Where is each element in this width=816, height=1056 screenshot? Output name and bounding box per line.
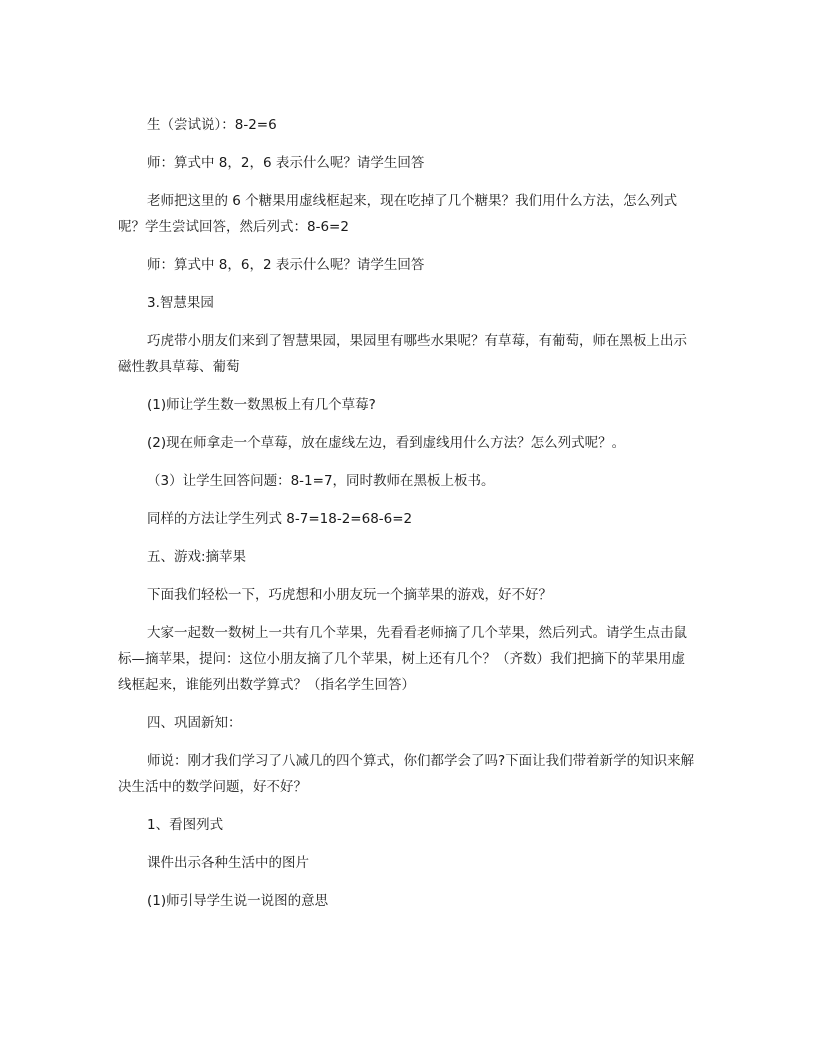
paragraph-teacher-question-1: 师：算式中 8，2，6 表示什么呢？请学生回答 [147, 155, 425, 171]
heading-picture-formula: 1、看图列式 [147, 817, 224, 833]
paragraph-game-intro: 下面我们轻松一下，巧虎想和小朋友玩一个摘苹果的游戏，好不好？ [147, 587, 552, 603]
paragraph-step-2: (2)现在师拿走一个草莓，放在虚线左边，看到虚线用什么方法？怎么列式呢？。 [147, 435, 626, 451]
paragraph-orchard-intro: 巧虎带小朋友们来到了智慧果园，果园里有哪些水果呢？有草莓，有葡萄，师在黑板上出示磁性教具草莓、葡萄 [118, 333, 687, 375]
heading-consolidate: 四、巩固新知： [147, 715, 242, 731]
paragraph-courseware-images: 课件出示各种生活中的图片 [147, 855, 309, 871]
paragraph-guide-students: (1)师引导学生说一说图的意思 [147, 893, 329, 909]
paragraph-same-method: 同样的方法让学生列式 8-7=18-2=68-6=2 [147, 511, 413, 527]
paragraph-student-attempt: 生（尝试说）：8-2=6 [147, 117, 277, 133]
document-body [118, 112, 698, 926]
paragraph-candy-frame: 老师把这里的 6 个糖果用虚线框起来，现在吃掉了几个糖果？我们用什么方法，怎么列式呢？学生尝试回答，然后列式：8-6=2 [118, 193, 678, 235]
paragraph-teacher-question-2: 师：算式中 8，6，2 表示什么呢？请学生回答 [147, 257, 425, 273]
heading-game-apples: 五、游戏:摘苹果 [147, 549, 247, 565]
heading-wisdom-orchard: 3.智慧果园 [147, 295, 214, 311]
paragraph-step-3: （3）让学生回答问题：8-1=7，同时教师在黑板上板书。 [147, 473, 495, 489]
paragraph-step-1: (1)师让学生数一数黑板上有几个草莓? [147, 397, 376, 413]
paragraph-game-detail: 大家一起数一数树上一共有几个苹果，先看看老师摘了几个苹果，然后列式。请学生点击鼠标—摘苹果，提问：这位小朋友摘了几个苹果，树上还有几个？（齐数）我们把摘下的苹果用虚线框起来，谁能列出数学算式？（指名学生回答） [118, 625, 687, 693]
paragraph-teacher-says: 师说：刚才我们学习了八减几的四个算式，你们都学会了吗?下面让我们带着新学的知识来解决生活中的数学问题，好不好？ [118, 753, 695, 795]
